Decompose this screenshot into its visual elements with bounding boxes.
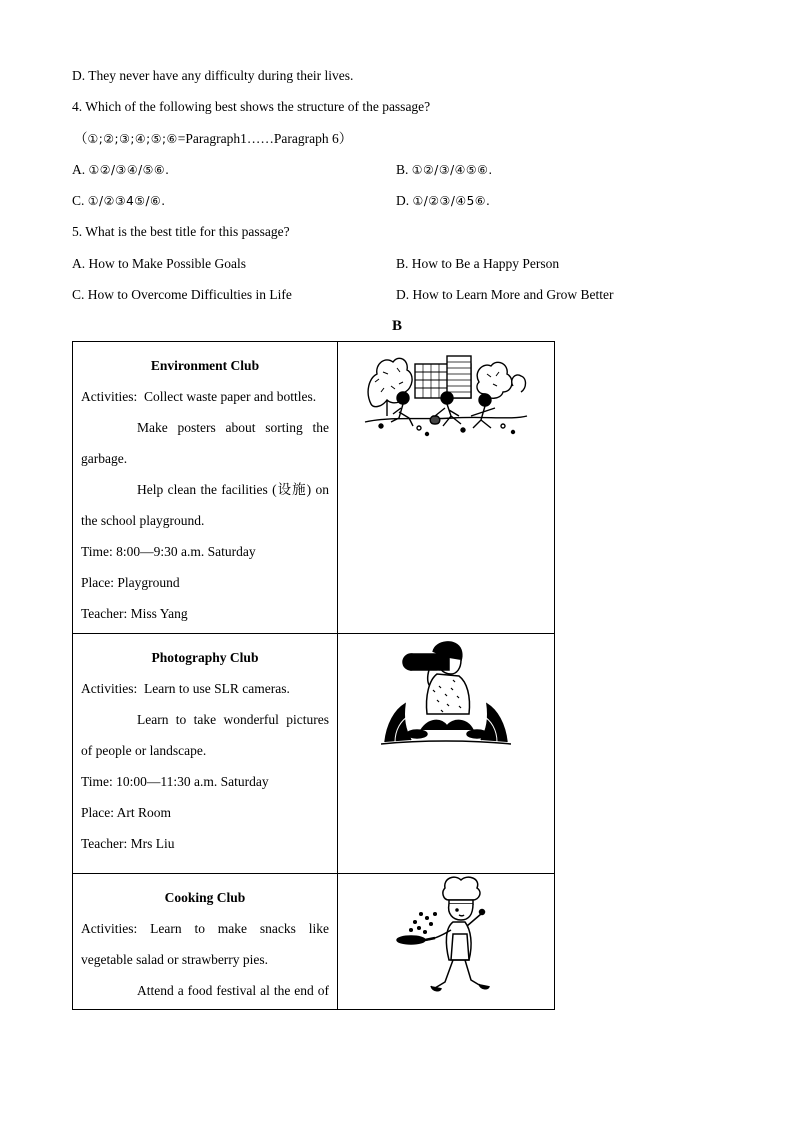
- club-time: Time: 10:00—11:30 a.m. Saturday: [81, 774, 269, 789]
- club-row-environment: [73, 342, 555, 634]
- kids-cleaning-playground-illustration: [363, 342, 529, 442]
- q5-option-a: A. How to Make Possible Goals: [72, 256, 246, 271]
- photographer-illustration: [381, 634, 511, 752]
- activity-line: vegetable salad or strawberry pies.: [81, 952, 269, 967]
- activity-line: Help clean the facilities (设施) on: [137, 482, 329, 497]
- activities-label: Activities:: [81, 389, 138, 404]
- option-value: ①/②③/④5⑥.: [412, 194, 491, 208]
- q4-option-b: [396, 162, 493, 178]
- club-info-cell: [73, 874, 338, 1010]
- q4-option-a: [72, 162, 169, 178]
- club-title: Environment Club: [150, 358, 260, 373]
- activity-line: Learn to take wonderful pictures: [137, 712, 329, 727]
- q5-option-d: D. How to Learn More and Grow Better: [396, 287, 614, 302]
- activity-line: garbage.: [81, 451, 128, 466]
- club-row-photography: [73, 634, 555, 874]
- club-picture-cell: [338, 874, 555, 1010]
- q5-option-b: B. How to Be a Happy Person: [396, 256, 560, 271]
- club-teacher: Teacher: Mrs Liu: [81, 836, 175, 851]
- option-value: ①②/③④/⑤⑥.: [88, 163, 170, 177]
- club-activities: [81, 673, 329, 704]
- club-activities: [81, 913, 329, 944]
- q3-option-d: D. They never have any difficulty during their lives.: [72, 68, 354, 83]
- q5-stem: 5. What is the best title for this passage?: [72, 224, 290, 239]
- club-picture-cell: [338, 634, 555, 874]
- club-info-cell: [73, 342, 338, 634]
- activity-line: of people or landscape.: [81, 743, 207, 758]
- club-picture-cell: [338, 342, 555, 634]
- option-label: D.: [396, 193, 410, 208]
- option-label: B.: [396, 162, 409, 177]
- chef-cooking-illustration: [391, 874, 501, 998]
- activity-line: Make posters about sorting the: [137, 420, 329, 435]
- q4-stem: 4. Which of the following best shows the structure of the passage?: [72, 99, 431, 114]
- activities-label: Activities:: [81, 681, 138, 696]
- option-value: ①②/③/④⑤⑥.: [411, 163, 493, 177]
- club-teacher: Teacher: Miss Yang: [81, 606, 188, 621]
- club-place: Place: Playground: [81, 575, 180, 590]
- activities-label: Activities:: [81, 921, 138, 936]
- activity-text: Learn to use SLR cameras.: [144, 681, 290, 696]
- club-activities: [81, 381, 329, 412]
- club-info-cell: [73, 634, 338, 874]
- club-row-cooking: [73, 874, 555, 1010]
- q4-option-c: [72, 193, 166, 209]
- activity-line: Attend a food festival al the end of: [137, 983, 329, 998]
- q5-option-c: C. How to Overcome Difficulties in Life: [72, 287, 292, 302]
- clubs-table: [72, 341, 555, 1010]
- club-title: Cooking Club: [164, 890, 246, 905]
- section-heading: B: [391, 318, 402, 334]
- club-title: Photography Club: [151, 650, 259, 665]
- club-place: Place: Art Room: [81, 805, 171, 820]
- option-label: A.: [72, 162, 86, 177]
- q4-note-rest: =Paragraph1……Paragraph 6）: [177, 131, 353, 146]
- q4-option-d: [396, 193, 490, 209]
- q4-note-open: （: [74, 131, 88, 146]
- option-label: C.: [72, 193, 85, 208]
- q4-note-circled: ①;②;③;④;⑤;⑥: [87, 132, 178, 146]
- activity-line: the school playground.: [81, 513, 205, 528]
- club-time: Time: 8:00—9:30 a.m. Saturday: [81, 544, 256, 559]
- q4-note: [74, 131, 352, 147]
- activity-text: Collect waste paper and bottles.: [144, 389, 317, 404]
- option-value: ①/②③4⑤/⑥.: [87, 194, 166, 208]
- activity-text: Learn to make snacks like: [150, 921, 329, 936]
